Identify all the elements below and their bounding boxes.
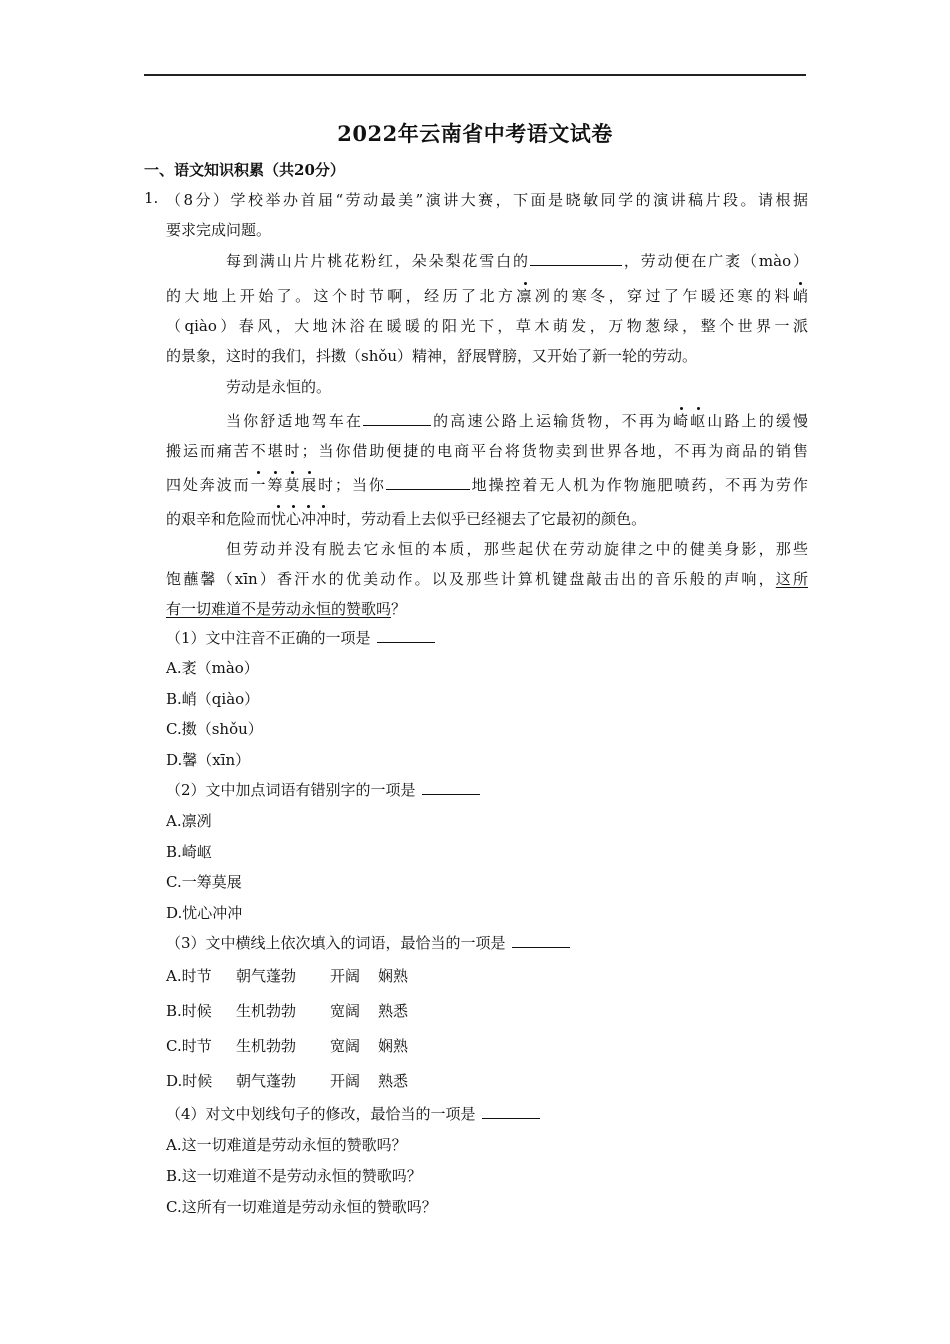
passage-text: 的大地上开始了。这个时节啊，经历了北方 bbox=[166, 287, 517, 305]
sub-question-stem: （1）文中注音不正确的一项是 bbox=[166, 629, 371, 647]
passage-text: 山路上的缓慢 bbox=[707, 412, 808, 430]
sub-question-3 bbox=[166, 932, 570, 953]
passage-text: 饱蘸馨（xīn）香汗水的优美动作。以及那些计算机键盘敲击出的音乐般的声响， bbox=[166, 570, 776, 588]
option-word: 宽阔 bbox=[330, 1037, 361, 1055]
passage-line bbox=[166, 568, 808, 589]
option: C.一筹莫展 bbox=[166, 873, 242, 891]
option: A.袤（mào） bbox=[166, 659, 259, 677]
dotted-char: 忧 bbox=[271, 510, 287, 528]
option: A.这一切难道是劳动永恒的赞歌吗？ bbox=[166, 1136, 407, 1154]
option-word: 开阔 bbox=[330, 1072, 361, 1090]
answer-blank bbox=[482, 1104, 540, 1119]
section-heading: 一、语文知识积累（共20分） bbox=[144, 161, 345, 179]
sub-question-4 bbox=[166, 1103, 540, 1124]
sub-question-stem: （3）文中横线上依次填入的词语，最恰当的一项是 bbox=[166, 934, 506, 952]
answer-blank bbox=[377, 628, 435, 643]
passage-text: 时；当你 bbox=[318, 476, 386, 494]
option bbox=[166, 1000, 408, 1021]
passage-line bbox=[226, 250, 808, 271]
option: C.擞（shǒu） bbox=[166, 720, 263, 738]
passage-text: 的艰辛和危险而 bbox=[166, 510, 272, 528]
passage-line bbox=[226, 410, 808, 431]
answer-blank bbox=[512, 933, 570, 948]
underlined-sentence: 有一切难道不是劳动永恒的赞歌吗 bbox=[166, 600, 392, 618]
passage-line bbox=[166, 474, 808, 495]
dotted-char: 展 bbox=[301, 476, 319, 494]
sub-question-stem: （4）对文中划线句子的修改，最恰当的一项是 bbox=[166, 1105, 476, 1123]
question-intro-line: （8分）学校举办首届“劳动最美”演讲大赛，下面是晓敏同学的演讲稿片段。请根据 bbox=[166, 191, 808, 209]
passage-line: （qiào）春风，大地沐浴在暖暖的阳光下，草木萌发，万物葱绿，整个世界一派 bbox=[166, 317, 808, 335]
option-word: 朝气蓬勃 bbox=[236, 1072, 297, 1090]
passage-line: 搬运而痛苦不堪时；当你借助便捷的电商平台将货物卖到世界各地，不再为商品的销售 bbox=[166, 442, 808, 460]
passage-line: 劳动是永恒的。 bbox=[226, 378, 332, 396]
passage-text: 四处奔波而 bbox=[166, 476, 251, 494]
dotted-char: 凛 bbox=[516, 287, 535, 305]
passage-line: 但劳动并没有脱去它永恒的本质，那些起伏在劳动旋律之中的健美身影，那些 bbox=[226, 540, 808, 558]
option: A.凛冽 bbox=[166, 812, 212, 830]
option-word: 生机勃勃 bbox=[236, 1002, 297, 1020]
passage-text: 时，劳动看上去似乎已经褪去了它最初的颜色。 bbox=[331, 510, 647, 528]
option-word: C.时节 bbox=[166, 1037, 212, 1055]
dotted-char: 冲 bbox=[316, 510, 332, 528]
passage-text: ，劳动便在广袤（mào） bbox=[621, 252, 808, 270]
fill-blank-3 bbox=[386, 475, 470, 490]
option-word: 娴熟 bbox=[378, 1037, 409, 1055]
dotted-char: 冲 bbox=[301, 510, 317, 528]
option: C.这所有一切难道是劳动永恒的赞歌吗？ bbox=[166, 1198, 437, 1216]
dotted-char: 峭 bbox=[792, 287, 808, 305]
fill-blank-1 bbox=[530, 251, 622, 266]
option: B.崎岖 bbox=[166, 843, 212, 861]
option-word: 娴熟 bbox=[378, 967, 409, 985]
page-title: 2022年云南省中考语文试卷 bbox=[337, 121, 613, 146]
option bbox=[166, 1070, 408, 1091]
dotted-char: 心 bbox=[286, 510, 302, 528]
underlined-sentence: 这所 bbox=[775, 570, 808, 588]
sub-question-stem: （2）文中加点词语有错别字的一项是 bbox=[166, 781, 416, 799]
option-word: 熟悉 bbox=[378, 1002, 409, 1020]
option: B.峭（qiào） bbox=[166, 690, 260, 708]
option-word: 开阔 bbox=[330, 967, 361, 985]
passage-line bbox=[166, 508, 808, 529]
passage-text: 冽的寒冬，穿过了乍暖还寒的料 bbox=[534, 287, 793, 305]
option-word: 熟悉 bbox=[378, 1072, 409, 1090]
option-word: B.时候 bbox=[166, 1002, 212, 1020]
dotted-char: 岖 bbox=[690, 412, 708, 430]
top-rule bbox=[144, 74, 806, 76]
passage-text: 每到满山片片桃花粉红，朵朵梨花雪白的 bbox=[226, 252, 530, 270]
option: D.馨（xīn） bbox=[166, 751, 251, 769]
sub-question-2 bbox=[166, 779, 480, 800]
fill-blank-2 bbox=[363, 411, 431, 426]
option bbox=[166, 965, 408, 986]
option bbox=[166, 1035, 408, 1056]
dotted-char: 莫 bbox=[284, 476, 302, 494]
question-intro-line: 要求完成问题。 bbox=[166, 221, 272, 239]
option-word: 朝气蓬勃 bbox=[236, 967, 297, 985]
passage-text: ？ bbox=[391, 600, 407, 618]
option-word: A.时节 bbox=[166, 967, 212, 985]
passage-line bbox=[166, 598, 808, 619]
option: D.忧心冲冲 bbox=[166, 904, 243, 922]
passage-line: 的景象，这时的我们，抖擞（shǒu）精神，舒展臂膀，又开始了新一轮的劳动。 bbox=[166, 347, 698, 365]
question-number: 1. bbox=[144, 189, 159, 207]
option-word: 宽阔 bbox=[330, 1002, 361, 1020]
passage-text: 地操控着无人机为作物施肥喷药，不再为劳作 bbox=[469, 476, 808, 494]
sub-question-1 bbox=[166, 627, 435, 648]
dotted-char: 崎 bbox=[673, 412, 691, 430]
passage-text: 当你舒适地驾车在 bbox=[226, 412, 364, 430]
option-word: 生机勃勃 bbox=[236, 1037, 297, 1055]
dotted-char: 筹 bbox=[267, 476, 285, 494]
option: B.这一切难道不是劳动永恒的赞歌吗？ bbox=[166, 1167, 422, 1185]
option-word: D.时候 bbox=[166, 1072, 213, 1090]
passage-text: 的高速公路上运输货物，不再为 bbox=[431, 412, 674, 430]
passage-line bbox=[166, 285, 808, 306]
dotted-char: 一 bbox=[250, 476, 268, 494]
answer-blank bbox=[422, 780, 480, 795]
